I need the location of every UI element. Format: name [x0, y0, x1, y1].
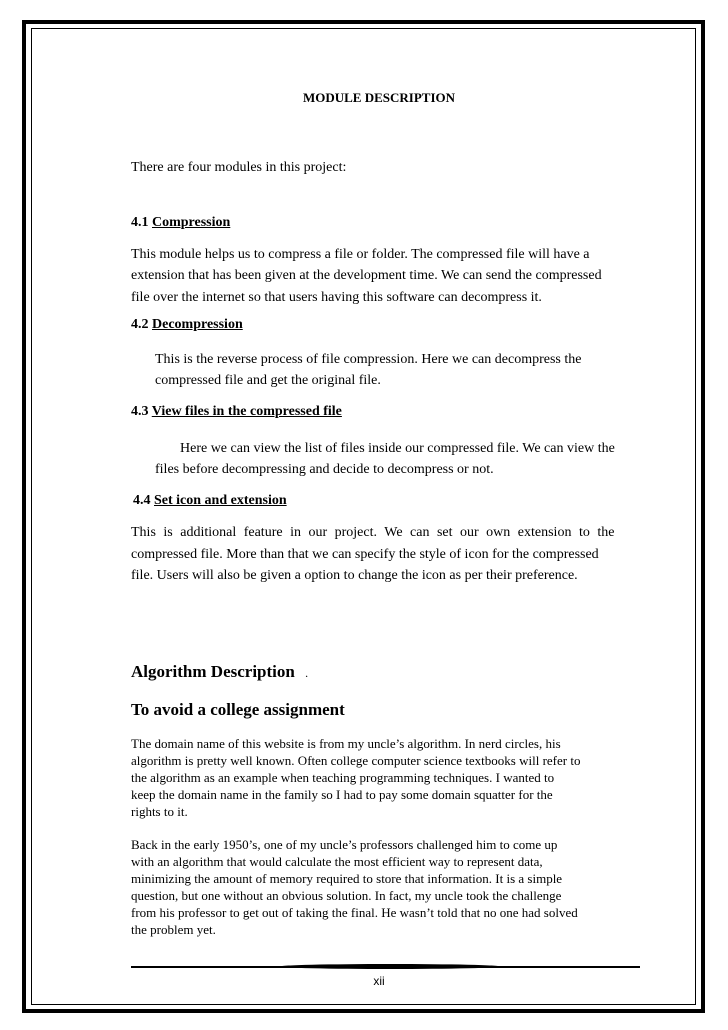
- section-number: 4.3: [131, 404, 149, 419]
- page-title: MODULE DESCRIPTION: [302, 90, 456, 105]
- section-4-1-line: This module helps us to compress a file or folder. The compressed file will have a: [131, 247, 590, 262]
- section-4-4-line: file. Users will also be given a option to change the icon as per their preference.: [131, 568, 578, 583]
- section-4-1-heading: [131, 213, 230, 233]
- section-4-4-line: compressed file. More than that we can specify the style of icon for the compressed: [131, 547, 599, 562]
- section-4-1-line: extension that has been given at the development time. We can send the compressed: [131, 268, 602, 283]
- paragraph-2-line: question, but one without an obvious solution. In fact, my uncle took the challenge: [131, 888, 562, 903]
- intro-text: There are four modules in this project:: [131, 160, 347, 175]
- footer-rule-accent: [280, 964, 500, 969]
- section-4-2-line: This is the reverse process of file compression. Here we can decompress the: [155, 352, 582, 367]
- section-4-4-heading: [133, 491, 287, 511]
- page-number: xii: [373, 974, 385, 988]
- subheading: To avoid a college assignment: [131, 700, 345, 719]
- section-number: 4.2: [131, 317, 149, 332]
- paragraph-1-line: rights to it.: [131, 804, 188, 819]
- section-4-3-line: files before decompressing and decide to decompress or not.: [155, 462, 494, 477]
- section-4-3-line: Here we can view the list of files inside our compressed file. We can view the: [180, 441, 615, 456]
- paragraph-1-line: algorithm is pretty well known. Often college computer science textbooks will refer to: [131, 753, 581, 768]
- paragraph-2-line: the problem yet.: [131, 922, 216, 937]
- algorithm-heading-dot: .: [305, 666, 309, 680]
- section-number: 4.1: [131, 215, 149, 230]
- paragraph-2-line: with an algorithm that would calculate the most efficient way to represent data,: [131, 854, 543, 869]
- paragraph-2-line: from his professor to get out of taking the final. He wasn’t told that no one had solved: [131, 905, 578, 920]
- section-title: Set icon and extension: [154, 493, 287, 508]
- section-4-2-heading: [131, 315, 243, 335]
- section-title: Decompression: [152, 317, 243, 332]
- algorithm-heading: [131, 662, 308, 683]
- paragraph-2-line: minimizing the amount of memory required to store that information. It is a simple: [131, 871, 563, 886]
- section-title: Compression: [152, 215, 231, 230]
- section-4-4-line: This is additional feature in our project. We can set our own extension to the: [131, 525, 615, 540]
- section-title: View files in the compressed file: [151, 404, 342, 419]
- paragraph-1-line: The domain name of this website is from my uncle’s algorithm. In nerd circles, his: [131, 736, 561, 751]
- paragraph-2-line: Back in the early 1950’s, one of my uncle’s professors challenged him to come up: [131, 837, 558, 852]
- section-4-3-heading: [131, 402, 342, 422]
- section-number: 4.4: [133, 493, 151, 508]
- paragraph-1-line: the algorithm as an example when teaching programming techniques. I wanted to: [131, 770, 555, 785]
- section-4-2-line: compressed file and get the original file.: [155, 373, 381, 388]
- section-4-1-line: file over the internet so that users having this software can decompress it.: [131, 290, 542, 305]
- paragraph-1-line: keep the domain name in the family so I had to pay some domain squatter for the: [131, 787, 553, 802]
- algorithm-heading-text: Algorithm Description: [131, 662, 295, 681]
